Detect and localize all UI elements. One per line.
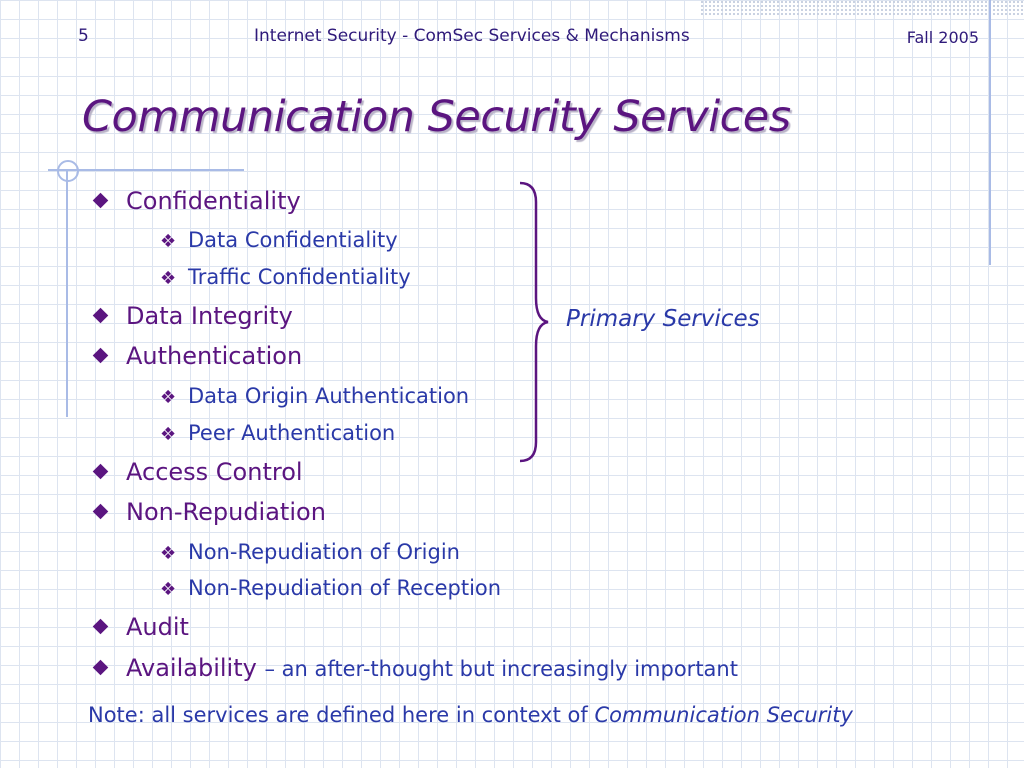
diamond-bullet-icon bbox=[93, 308, 109, 324]
diamond-bullet-icon bbox=[93, 504, 109, 520]
four-diamond-bullet-icon: ❖ bbox=[160, 543, 177, 564]
bullet-authentication: Authentication bbox=[91, 342, 302, 370]
deck-title: Internet Security - ComSec Services & Mechanisms bbox=[254, 26, 690, 46]
four-diamond-bullet-icon: ❖ bbox=[160, 231, 177, 252]
subbullet-data-confidentiality: ❖ Data Confidentiality bbox=[160, 228, 398, 252]
subbullet-data-origin-authentication: ❖ Data Origin Authentication bbox=[160, 384, 470, 408]
diamond-bullet-icon bbox=[93, 660, 109, 676]
bullet-data-integrity: Data Integrity bbox=[91, 302, 293, 330]
subbullet-peer-authentication: ❖ Peer Authentication bbox=[160, 421, 396, 445]
slide-title: Communication Security Services bbox=[82, 92, 791, 142]
four-diamond-bullet-icon: ❖ bbox=[160, 268, 177, 289]
note-emphasis: Communication Security bbox=[594, 703, 853, 727]
bullet-availability: Availability – an after-thought but increasingly important bbox=[91, 654, 738, 682]
note-text: Note: all services are defined here in context of bbox=[88, 703, 588, 727]
diamond-bullet-icon bbox=[93, 619, 109, 635]
bullet-non-repudiation: Non-Repudiation bbox=[91, 498, 326, 526]
subbullet-traffic-confidentiality: ❖ Traffic Confidentiality bbox=[160, 265, 411, 289]
deck-date: Fall 2005 bbox=[906, 28, 979, 47]
bullet-confidentiality: Confidentiality bbox=[91, 187, 301, 215]
page-number: 5 bbox=[78, 26, 89, 46]
right-accent-line bbox=[989, 0, 991, 265]
diamond-bullet-icon bbox=[93, 464, 109, 480]
crosshair-circle-decoration bbox=[57, 160, 79, 182]
subbullet-non-repudiation-reception: ❖ Non-Repudiation of Reception bbox=[160, 576, 502, 600]
right-brace-icon bbox=[510, 180, 560, 465]
bullet-access-control: Access Control bbox=[91, 458, 303, 486]
dotted-corner-decoration bbox=[700, 0, 1024, 16]
four-diamond-bullet-icon: ❖ bbox=[160, 424, 177, 445]
availability-note: – an after-thought but increasingly important bbox=[264, 657, 738, 681]
subbullet-non-repudiation-origin: ❖ Non-Repudiation of Origin bbox=[160, 540, 460, 564]
left-accent-line bbox=[66, 170, 68, 417]
diamond-bullet-icon bbox=[93, 348, 109, 364]
primary-services-label: Primary Services bbox=[566, 306, 760, 332]
slide-note bbox=[88, 703, 853, 727]
bullet-audit: Audit bbox=[91, 613, 189, 641]
four-diamond-bullet-icon: ❖ bbox=[160, 387, 177, 408]
diamond-bullet-icon bbox=[93, 193, 109, 209]
four-diamond-bullet-icon: ❖ bbox=[160, 579, 177, 600]
